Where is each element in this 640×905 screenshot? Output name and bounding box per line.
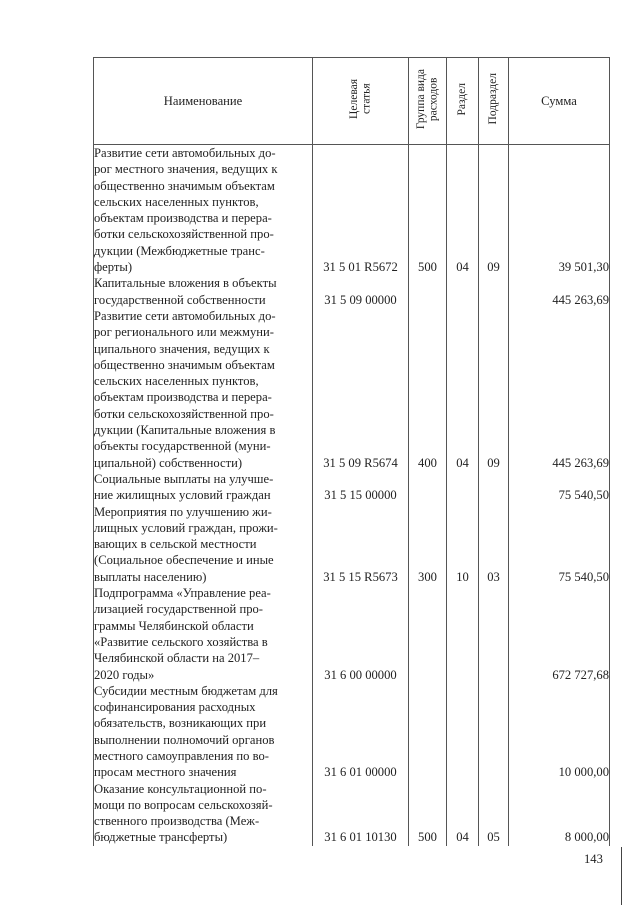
cell-name: Оказание консультационной по- мощи по вопросам сельскохозяй- ственного производства (Меж- бюджетные трансферты): [94, 781, 313, 846]
table-row: [94, 308, 610, 471]
cell-target: 31 6 00 00000: [313, 585, 409, 683]
cell-name: Подпрограмма «Управление реа- лизацией государственной про- граммы Челябинской области «Развитие сельского хозяйства в Челябинской области на 2017– 2020 годы»: [94, 585, 313, 683]
cell-name: Субсидии местным бюджетам для софинансирования расходных обязательств, возникающих при выполнении полномочий органов местного самоуправления по во- просам местного значения: [94, 683, 313, 781]
header-name: Наименование: [94, 58, 313, 145]
cell-group: [409, 471, 447, 504]
header-expense-group: [409, 58, 447, 145]
cell-name: Развитие сети автомобильных до- рог местного значения, ведущих к общественно значимым объектам сельских населенных пунктов, объектам производства и перера- ботки сельскохозяйственной про- дукции (Межбюджетные транс- ферты): [94, 145, 313, 276]
cell-subsection: 09: [479, 145, 509, 276]
cell-name: Социальные выплаты на улучше- ние жилищных условий граждан: [94, 471, 313, 504]
cell-group: 500: [409, 145, 447, 276]
cell-target: 31 5 15 R5673: [313, 504, 409, 585]
table-header: [94, 58, 610, 145]
cell-target: 31 5 01 R5672: [313, 145, 409, 276]
cell-section: [447, 275, 479, 308]
table-row: [94, 781, 610, 846]
cell-section: [447, 585, 479, 683]
cell-section: 04: [447, 781, 479, 846]
cell-subsection: [479, 275, 509, 308]
table-row: [94, 585, 610, 683]
cell-subsection: [479, 683, 509, 781]
cell-target: 31 6 01 00000: [313, 683, 409, 781]
cell-name: Капитальные вложения в объекты государственной собственности: [94, 275, 313, 308]
table-row: [94, 504, 610, 585]
cell-sum: 445 263,69: [509, 308, 610, 471]
cell-name: Мероприятия по улучшению жи- лищных условий граждан, прожи- вающих в сельской местности (Социальное обеспечение и иные выплаты населению): [94, 504, 313, 585]
table-row: [94, 275, 610, 308]
cell-group: 400: [409, 308, 447, 471]
cell-subsection: [479, 585, 509, 683]
cell-sum: 10 000,00: [509, 683, 610, 781]
cell-target: 31 5 09 00000: [313, 275, 409, 308]
cell-target: 31 5 15 00000: [313, 471, 409, 504]
cell-sum: 75 540,50: [509, 504, 610, 585]
cell-sum: 75 540,50: [509, 471, 610, 504]
cell-subsection: 03: [479, 504, 509, 585]
header-target-article: [313, 58, 409, 145]
cell-group: [409, 275, 447, 308]
header-section-text: Раздел: [456, 82, 469, 116]
cell-section: 04: [447, 308, 479, 471]
cell-section: 10: [447, 504, 479, 585]
cell-group: [409, 585, 447, 683]
header-subsection-text: Подраздел: [487, 73, 500, 125]
cell-section: [447, 683, 479, 781]
cell-group: [409, 683, 447, 781]
header-target-article-text: Целевая статья: [348, 78, 373, 119]
cell-sum: 39 501,30: [509, 145, 610, 276]
cell-sum: 672 727,68: [509, 585, 610, 683]
page-number: 143: [584, 852, 603, 866]
cell-sum: 8 000,00: [509, 781, 610, 846]
table-row: [94, 471, 610, 504]
table-body: [94, 145, 610, 846]
cell-group: 500: [409, 781, 447, 846]
table-row: [94, 683, 610, 781]
header-section: [447, 58, 479, 145]
cell-target: 31 6 01 10130: [313, 781, 409, 846]
budget-table: [93, 57, 610, 846]
header-expense-group-text: Группа вида расходов: [415, 68, 440, 129]
cell-section: [447, 471, 479, 504]
table-row: [94, 145, 610, 276]
header-sum: Сумма: [509, 58, 610, 145]
margin-rule: [621, 847, 622, 905]
cell-subsection: 09: [479, 308, 509, 471]
cell-group: 300: [409, 504, 447, 585]
header-subsection: [479, 58, 509, 145]
cell-subsection: [479, 471, 509, 504]
cell-target: 31 5 09 R5674: [313, 308, 409, 471]
cell-subsection: 05: [479, 781, 509, 846]
cell-sum: 445 263,69: [509, 275, 610, 308]
cell-name: Развитие сети автомобильных до- рог регионального или межмуни- ципального значения, ведущих к общественно значимым объектам сельских населенных пунктов, объектам производства и перера- ботки сельскохозяйственной про- дукции (Капитальные вложения в объекты государственной (муни- ципальной) собственности): [94, 308, 313, 471]
cell-section: 04: [447, 145, 479, 276]
